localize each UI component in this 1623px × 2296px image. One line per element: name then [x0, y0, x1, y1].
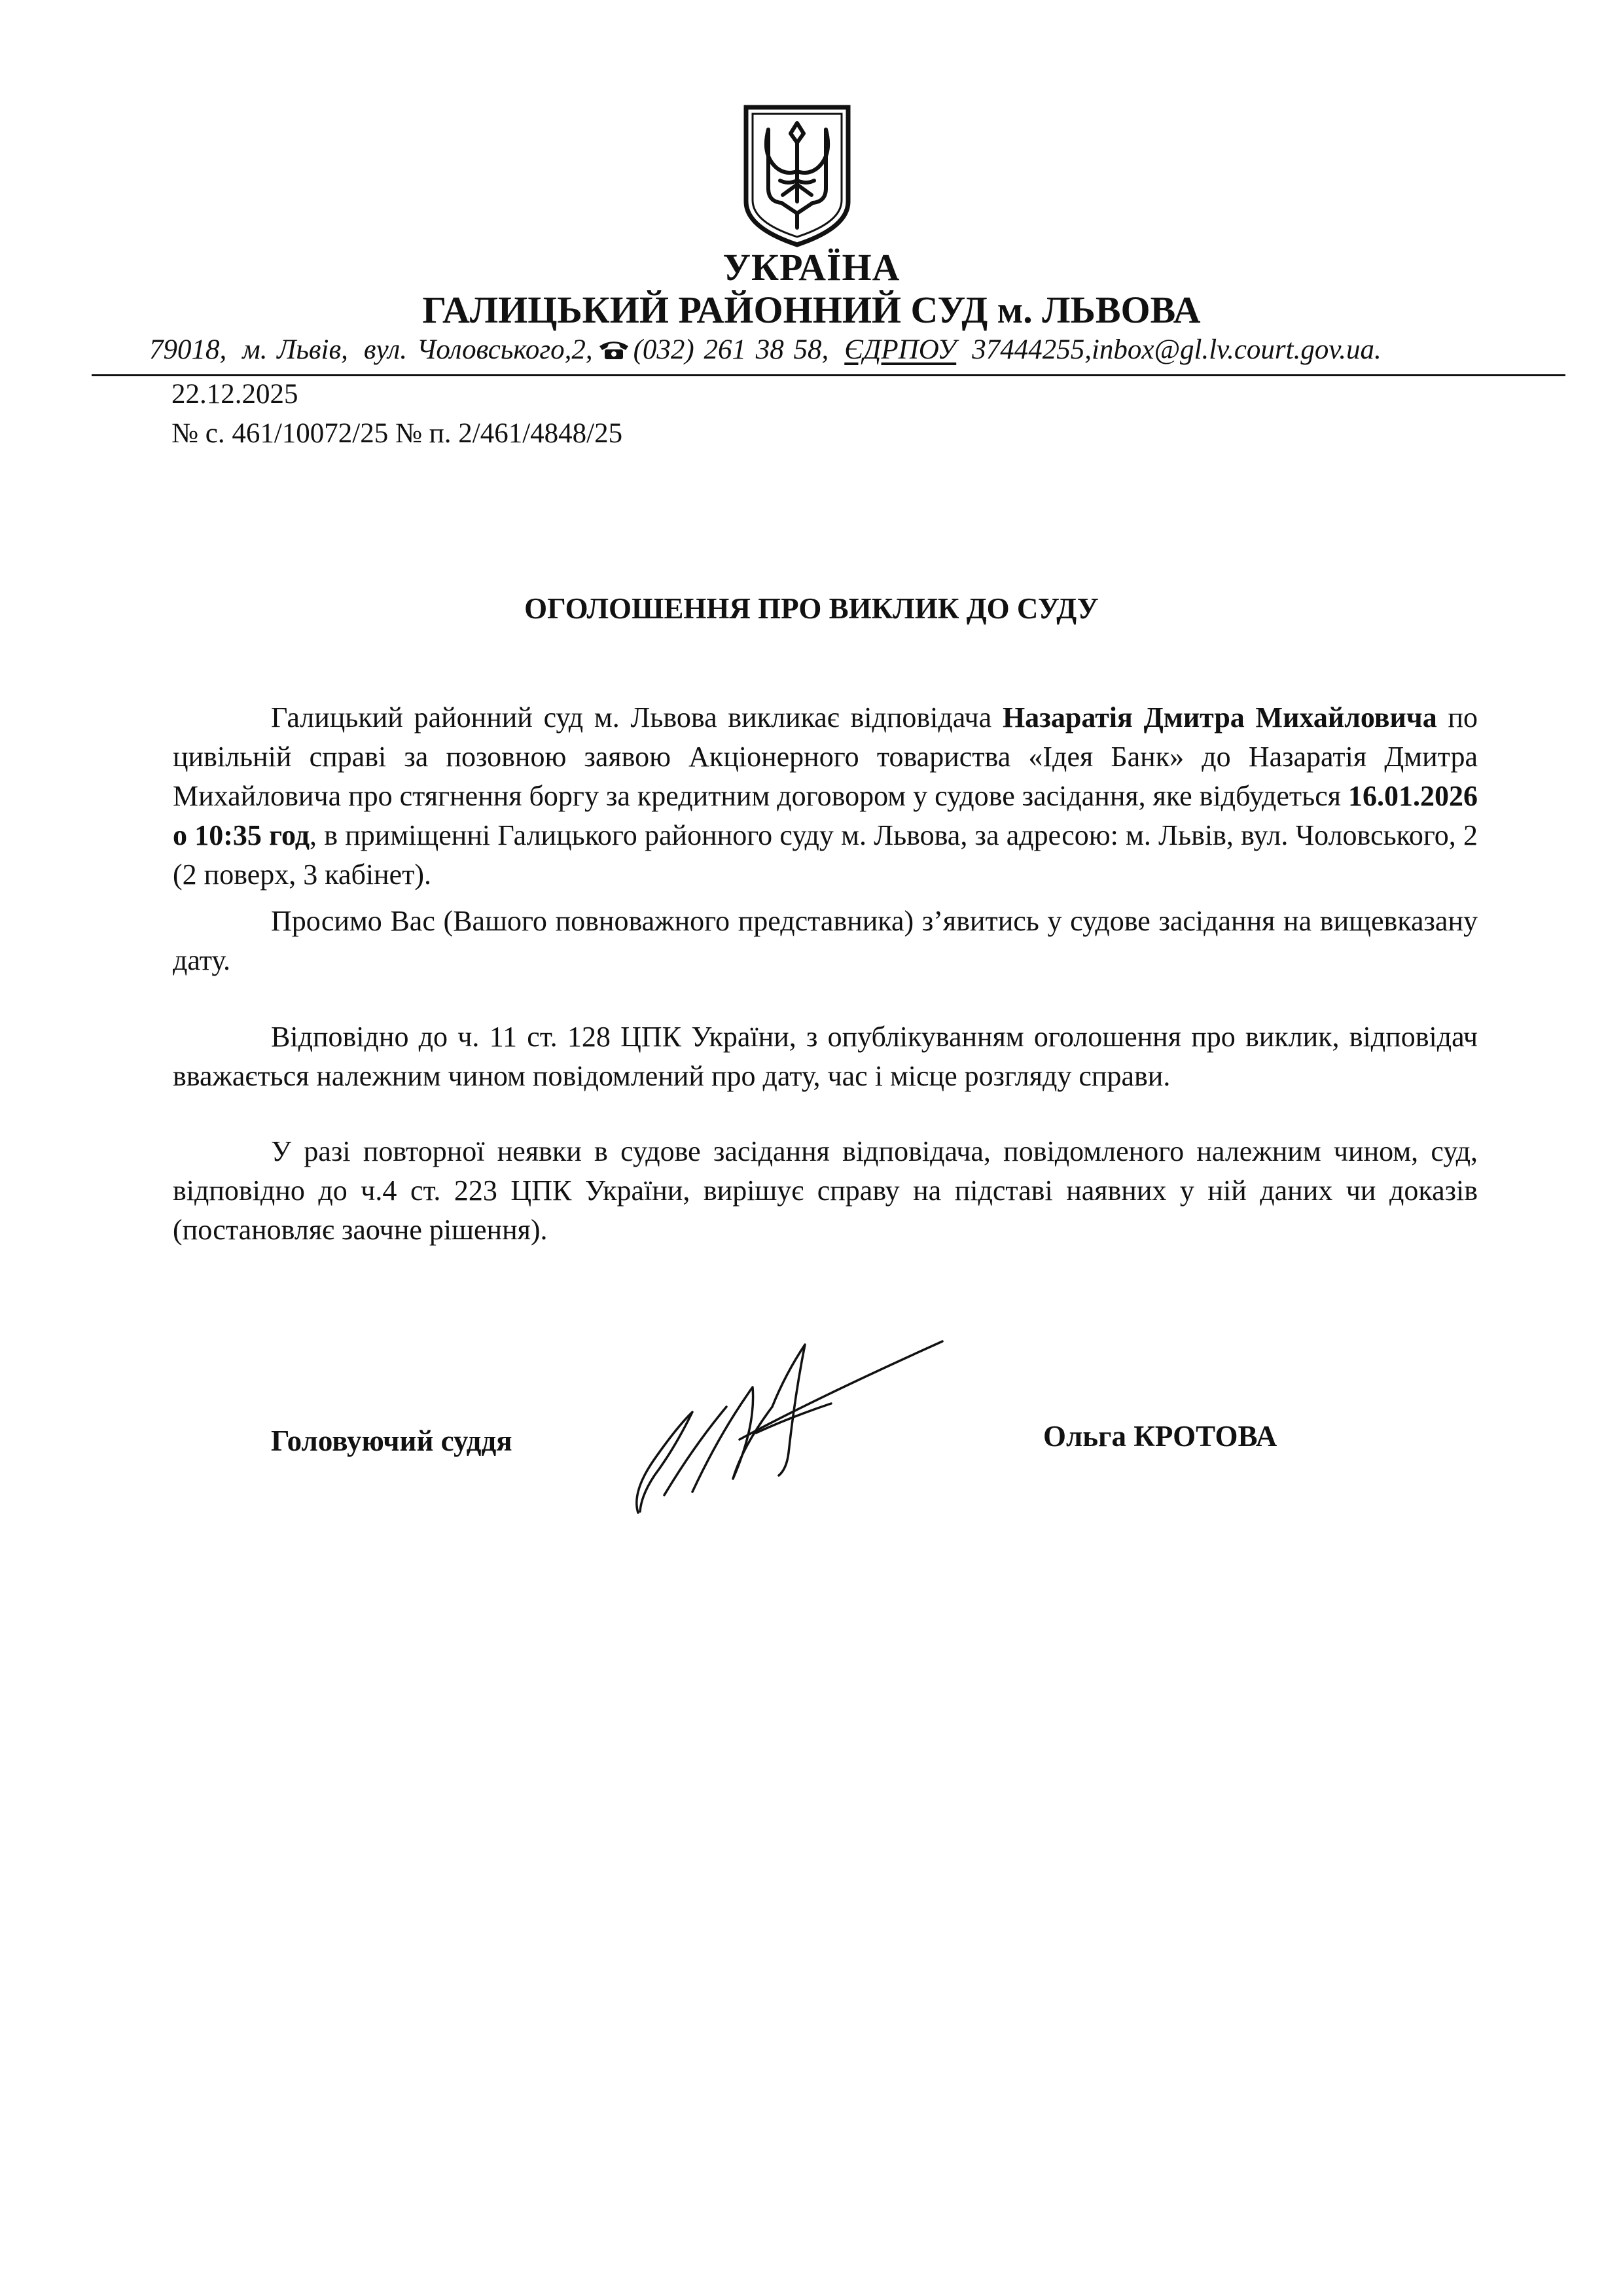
city: м. Львів,	[242, 334, 348, 365]
summons-text-1: Галицький районний суд м. Львова викликає відповідача	[271, 701, 1003, 733]
judge-name: Ольга КРОТОВА	[1043, 1420, 1277, 1453]
tryzub-coat-of-arms-icon	[742, 103, 852, 249]
summons-text-2: по цивільній справі за позовною заявою Акціонерного товариства «Ідея Банк» до Назаратія Дмитра Михайловича про стягнення боргу за кредитним договором у судове засідання, яке відбудеться	[173, 701, 1478, 812]
summons-text-3: , в приміщенні Галицького районного суду м. Львова, за адресою: м. Львів, вул. Чоловського, 2 (2 поверх, 3 кабінет).	[173, 819, 1478, 891]
phone-number: (032) 261 38 58,	[633, 334, 829, 365]
defendant-name: Назаратія Дмитра Михайловича	[1002, 701, 1437, 733]
telephone-icon	[597, 338, 631, 361]
court-name: ГАЛИЦЬКИЙ РАЙОННИЙ СУД м. ЛЬВОВА	[422, 289, 1201, 331]
country-name: УКРАЇНА	[722, 246, 901, 289]
judge-title: Головуючий суддя	[271, 1424, 512, 1457]
edrpou-label: ЄДРПОУ	[844, 334, 957, 365]
document-date: 22.12.2025	[171, 379, 298, 410]
handwritten-signature	[615, 1328, 1008, 1525]
header-divider	[92, 374, 1565, 376]
notice-title: ОГОЛОШЕННЯ ПРО ВИКЛИК ДО СУДУ	[524, 592, 1099, 625]
paragraph-summons	[173, 698, 1478, 894]
hearing-datetime: 16.01.2026 о 10:35 год	[173, 780, 1478, 851]
paragraph-request: Просимо Вас (Вашого повноважного представника) з’явитись у судове засідання на вищевказану дату.	[173, 905, 1478, 976]
postcode: 79018,	[149, 334, 227, 365]
paragraph-default-judgment: У разі повторної неявки в судове засідання відповідача, повідомленого належним чином, суд, відповідно до ч.4 ст. 223 ЦПК України, вирішує справу на підставі наявних у ній даних чи доказів (постановляє заочне рішення).	[173, 1135, 1478, 1246]
edrpou-email: 37444255,inbox@gl.lv.court.gov.ua.	[972, 334, 1382, 365]
case-number: № с. 461/10072/25 № п. 2/461/4848/25	[171, 418, 623, 449]
court-address-line	[149, 334, 1550, 366]
paragraph-legal-basis: Відповідно до ч. 11 ст. 128 ЦПК України, з опублікуванням оголошення про виклик, відповідач вважається належним чином повідомлений про дату, час і місце розгляду справи.	[173, 1021, 1478, 1092]
street: вул. Чоловського,2,	[363, 334, 593, 365]
